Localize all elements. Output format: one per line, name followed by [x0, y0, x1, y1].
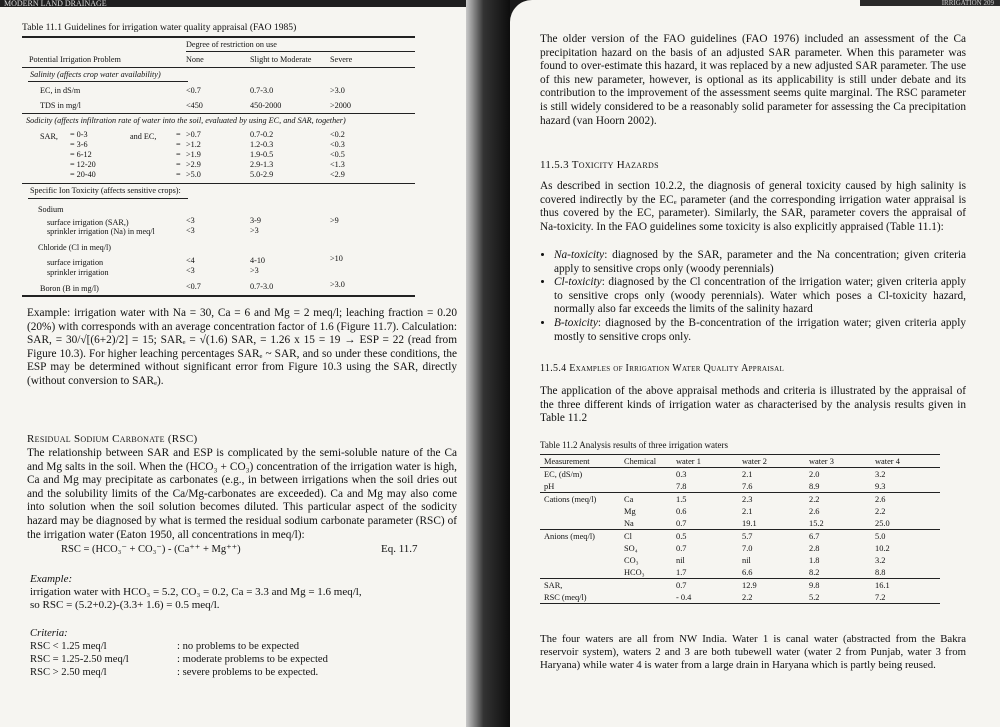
table-cell: <0.3: [330, 140, 345, 149]
table-cell: >1.9: [186, 150, 201, 159]
table-cell: <450: [186, 101, 203, 110]
table-cell: nil: [742, 555, 751, 565]
table-11-2-caption: Table 11.2 Analysis results of three irrigation waters: [540, 440, 728, 450]
table-cell: >0.7: [186, 130, 201, 139]
table-cell: 0.6: [676, 506, 687, 516]
table-row: EC, in dS/m: [40, 86, 81, 95]
table-cell: 1.9-0.5: [250, 150, 274, 159]
table-cell: pH: [540, 480, 620, 493]
table-cell: 0.7: [672, 517, 738, 530]
table-cell: 2.6: [875, 494, 886, 504]
table-cell: 6.6: [738, 566, 805, 579]
table-cell: 9.8: [809, 580, 820, 590]
table-cell: = 20-40: [70, 170, 96, 179]
table-cell: 3.2: [875, 555, 886, 565]
closing-paragraph: The four waters are all from NW India. Water 1 is canal water (abstracted from the Bakra reservoir system), waters 2 and 3 are both tubewell water (water 2 from Punjab, water 3 from Haryana) while water 4 is water from a large drain in Haryana which is partly being reused.: [540, 633, 966, 671]
column-header: Measurement: [540, 455, 620, 468]
table-cell: =: [176, 170, 181, 179]
bullet-text: : diagnosed by the B-concentration of the irrigation water; given criteria apply mostly to sensitive crops only.: [554, 316, 966, 343]
table-cell: 0.7: [676, 580, 687, 590]
toxicity-bullets: [540, 249, 966, 344]
table-11-1-caption: Table 11.1 Guidelines for irrigation water quality appraisal (FAO 1985): [22, 22, 297, 33]
table-cell: 7.0: [742, 543, 753, 553]
table-cell: [540, 505, 620, 517]
table-cell: 5.0-2.9: [250, 170, 274, 179]
table-row: [540, 579, 940, 592]
bullet-text: : diagnosed by the SAR, parameter and the Na concentration; given criteria apply to sensitive crops only (woody perennials): [554, 249, 966, 275]
table-row: [540, 480, 940, 493]
table-cell: =: [176, 160, 181, 169]
column-header: water 1: [672, 455, 738, 468]
intro-paragraph: The older version of the FAO guidelines (FAO 1976) included an assessment of the Ca precipitation hazard on the basis of an adjusted SAR parameter. When this parameter was found to over-estimate this hazard, it was replaced by a new adjusted SAR parameter. The use of this new parameter, however, is optional as its applicability is still under debate and its contribution to the improvement of the assessment seems quite marginal. The RSC parameter is still widely considered to be a reasonably solid parameter for assessing the Ca precipitation hazard (van Hoorn 2002).: [540, 33, 966, 127]
table-cell: 7.6: [738, 480, 805, 493]
table-cell: 2.9-1.3: [250, 160, 274, 169]
table-cell: >3.0: [330, 280, 345, 289]
table-cell: 2.2: [738, 591, 805, 604]
sodium-label: Sodium: [38, 205, 64, 214]
table-cell: Anions (meq/l): [544, 531, 595, 541]
bullet-term: B-toxicity: [554, 316, 598, 329]
table-cell: [540, 566, 620, 579]
table-cell: [620, 579, 672, 592]
ion-toxicity-header: Specific Ion Toxicity (affects sensitive crops):: [30, 186, 181, 195]
table-cell: 0.7-3.0: [250, 86, 274, 95]
bullet-text: : diagnosed by the Cl concentration of the irrigation water; given criteria apply to sensitive crops only (woody perennials). Water which poses a Cl-toxicity hazard, normally also far exceeds the limits of the salinity hazard: [554, 276, 966, 316]
table-cell: HCO₃: [620, 566, 672, 579]
table-cell: 2.2: [809, 494, 820, 504]
col-slight: Slight to Moderate: [250, 55, 312, 64]
table-cell: EC, (dS/m): [544, 469, 583, 479]
table-cell: Ca: [624, 494, 634, 504]
table-cell: 2.8: [809, 543, 820, 553]
table-cell: 7.2: [871, 591, 940, 604]
col-severe: Severe: [330, 55, 353, 64]
rsc-equation: RSC = (HCO₃⁻ + CO₃⁻) - (Ca⁺⁺ + Mg⁺⁺): [61, 544, 241, 555]
table-cell: 19.1: [738, 517, 805, 530]
criteria-range: RSC < 1.25 meq/l: [30, 641, 107, 652]
table-cell: 9.3: [871, 480, 940, 493]
table-cell: 5.7: [742, 531, 753, 541]
table-cell: 1.7: [672, 566, 738, 579]
table-cell: >5.0: [186, 170, 201, 179]
table-cell: [620, 480, 672, 493]
table-cell: >1.2: [186, 140, 201, 149]
table-cell: [540, 542, 620, 554]
table-row: [540, 566, 940, 579]
table-cell: =: [176, 150, 181, 159]
table-row: [540, 517, 940, 530]
table-cell: 8.9: [805, 480, 871, 493]
table-row: [540, 591, 940, 604]
criteria-desc: : no problems to be expected: [177, 641, 300, 652]
criteria-label: Criteria:: [30, 628, 68, 639]
table-row: Boron (B in mg/l): [40, 284, 99, 293]
table-cell: 1.8: [809, 555, 820, 565]
table-row: [540, 505, 940, 517]
table-cell: <3: [186, 216, 195, 225]
bullet-term: Cl-toxicity: [554, 276, 602, 289]
column-header: water 3: [805, 455, 871, 468]
table-cell: 450-2000: [250, 101, 282, 110]
table-cell: >2000: [330, 101, 351, 110]
section-11-5-3-heading: 11.5.3 Toxicity Hazards: [540, 159, 659, 171]
table-cell: 0.7-3.0: [250, 282, 274, 291]
table-cell: <0.2: [330, 130, 345, 139]
table-cell: 2.1: [742, 469, 753, 479]
example2-line2: so RSC = (5.2+0.2)-(3.3+ 1.6) = 0.5 meq/l.: [30, 599, 220, 611]
example2-line1: irrigation water with HCO₃ = 5.2, CO₃ = 0.2, Ca = 3.3 and Mg = 1.6 meq/l,: [30, 586, 362, 598]
section-11-5-4-heading: 11.5.4 Examples of Irrigation Water Quality Appraisal: [540, 363, 785, 374]
table-row: surface irrigation (SAR,): [47, 218, 129, 227]
table-cell: <3: [186, 226, 195, 235]
list-item: [554, 249, 966, 276]
criteria-range: RSC = 1.25-2.50 meq/l: [30, 654, 129, 665]
table-row: [540, 554, 940, 566]
table-cell: 0.3: [676, 469, 687, 479]
table-cell: 25.0: [871, 517, 940, 530]
table-row: [540, 493, 940, 506]
table-cell: Cl: [624, 531, 632, 541]
sodicity-header: Sodicity (affects infiltration rate of water into the soil, evaluated by using EC, and SAR, together): [26, 116, 346, 125]
table-cell: 12.9: [742, 580, 757, 590]
example2-label: Example:: [30, 573, 73, 585]
rsc-paragraph: The relationship between SAR and ESP is complicated by the semi-soluble nature of the Ca and Mg salts in the soil. When the (HCO₃ + CO₃) concentration of the irrigation water is high, Ca and Mg may precipitate as carbonates (e.g., in between irrigations when the soil dries out and the solubility limits of the Ca/Mg-carbonates are exceeded). Ca and Mg may also come into solution when the soil solution becomes diluted. This particular aspect of the sodicity hazard may be diagnosed by what is termed the residual sodium carbonate parameter (RSC) of the irrigation water (Eaton 1950, all concentrations in meq/l):: [27, 447, 457, 541]
chloride-label: Chloride (Cl in meq/l): [38, 243, 111, 252]
list-item: [554, 317, 966, 344]
table-cell: SO₄: [624, 543, 638, 553]
column-header: water 2: [738, 455, 805, 468]
table-cell: 6.7: [809, 531, 820, 541]
toxicity-paragraph: As described in section 10.2.2, the diagnosis of general toxicity caused by high salinity is covered indirectly by the ECₑ parameter (and the corresponding irrigation water appraisal is thus covered by the EC, parameter). Similarly, the SAR, parameter covers the appraisal of Na-toxicity. In the FAO guidelines some toxicity is also explicitly appraised (Table 11.1):: [540, 180, 966, 233]
table-cell: Cations (meq/l): [544, 494, 597, 504]
table-cell: nil: [676, 555, 685, 565]
table-cell: 4-10: [250, 256, 266, 265]
criteria-desc: : severe problems to be expected.: [177, 667, 319, 678]
col-problem: Potential Irrigation Problem: [29, 55, 121, 64]
table-cell: >9: [330, 216, 339, 225]
column-header: water 4: [871, 455, 940, 468]
table-cell: >10: [330, 254, 343, 263]
criteria-desc: : moderate problems to be expected: [177, 654, 328, 665]
list-item: [554, 276, 966, 317]
table-cell: 8.8: [871, 566, 940, 579]
table-cell: [620, 468, 672, 481]
salinity-header: Salinity (affects crop water availability): [30, 70, 161, 79]
table-cell: <2.9: [330, 170, 345, 179]
table-cell: - 0.4: [672, 591, 738, 604]
table-cell: [620, 591, 672, 604]
degree-header: Degree of restriction on use: [186, 40, 277, 49]
examples-paragraph: The application of the above appraisal methods and criteria is illustrated by the appraisal of the three different kinds of irrigation water as characterised by the analysis results given in Table 11.2: [540, 385, 966, 425]
left-page: [0, 0, 468, 727]
table-cell: 8.2: [805, 566, 871, 579]
table-cell: 10.2: [875, 543, 890, 553]
table-cell: = 0-3: [70, 130, 88, 139]
table-row: sprinkler irrigation: [47, 268, 109, 277]
right-page: [510, 0, 1000, 727]
table-cell: 3-9: [250, 216, 261, 225]
table-cell: RSC (meq/l): [540, 591, 620, 604]
table-cell: <3: [186, 266, 195, 275]
table-cell: <4: [186, 256, 195, 265]
column-header: Chemical: [620, 455, 672, 468]
table-cell: 0.5: [676, 531, 687, 541]
table-cell: <0.5: [330, 150, 345, 159]
table-cell: >3.0: [330, 86, 345, 95]
table-cell: >3: [250, 226, 259, 235]
bullet-term: Na-toxicity: [554, 249, 605, 261]
sar-label: SAR,: [40, 132, 58, 141]
equation-number: Eq. 11.7: [381, 543, 418, 555]
table-cell: 1.2-0.3: [250, 140, 274, 149]
table-cell: <1.3: [330, 160, 345, 169]
table-cell: SAR,: [544, 580, 563, 590]
table-cell: 2.1: [742, 506, 753, 516]
table-row: [540, 530, 940, 543]
right-running-head: IRRIGATION 209: [860, 0, 1000, 6]
table-row: sprinkler irrigation (Na) in meq/l: [47, 227, 155, 236]
table-cell: >2.9: [186, 160, 201, 169]
table-cell: = 3-6: [70, 140, 88, 149]
table-cell: Mg: [624, 506, 636, 516]
table-cell: <0.7: [186, 86, 201, 95]
table-cell: =: [176, 140, 181, 149]
criteria-range: RSC > 2.50 meq/l: [30, 667, 107, 678]
table-11-2: [540, 455, 940, 604]
table-row: [540, 542, 940, 554]
table-cell: 3.2: [875, 469, 886, 479]
table-cell: 15.2: [805, 517, 871, 530]
table-cell: 2.2: [875, 506, 886, 516]
table-cell: 2.3: [742, 494, 753, 504]
example-paragraph: Example: irrigation water with Na = 30, Ca = 6 and Mg = 2 meq/l; leaching fraction = 0.20 (20%) with corresponds with an average concentration factor of 1.6 (Figure 11.7). Calculation: SAR, = 30/√[(6+2)/2] = 15; SARₑ = √(1.6) SAR, = 1.26 x 15 = 19 → ESP = 22 (read from Figure 10.3). For higher leaching percentages SARₑ ~ SAR, and so under these conditions, the ESP may be determined without significant error from Figure 10.3 using the SAR, directly (without conversion to SARₑ).: [27, 307, 457, 387]
ec-label: and EC,: [130, 132, 157, 141]
table-cell: [540, 554, 620, 566]
rsc-heading: Residual Sodium Carbonate (RSC): [27, 433, 198, 445]
table-cell: =: [176, 130, 181, 139]
table-cell: 7.8: [672, 480, 738, 493]
table-cell: 0.7: [676, 543, 687, 553]
table-cell: [540, 517, 620, 530]
table-row: surface irrigation: [47, 258, 104, 267]
table-cell: 5.2: [805, 591, 871, 604]
table-cell: CO₃: [624, 555, 639, 565]
table-cell: >3: [250, 266, 259, 275]
table-cell: 2.6: [809, 506, 820, 516]
col-none: None: [186, 55, 204, 64]
table-cell: 16.1: [875, 580, 890, 590]
left-running-head: MODERN LAND DRAINAGE: [0, 0, 466, 7]
table-row: [540, 468, 940, 481]
table-cell: <0.7: [186, 282, 201, 291]
table-cell: Na: [620, 517, 672, 530]
table-row: TDS in mg/l: [40, 101, 81, 110]
table-cell: = 6-12: [70, 150, 92, 159]
table-cell: = 12-20: [70, 160, 96, 169]
table-cell: 0.7-0.2: [250, 130, 274, 139]
table-cell: 5.0: [875, 531, 886, 541]
table-cell: 2.0: [809, 469, 820, 479]
book-gutter: [466, 0, 510, 727]
table-cell: 1.5: [676, 494, 687, 504]
